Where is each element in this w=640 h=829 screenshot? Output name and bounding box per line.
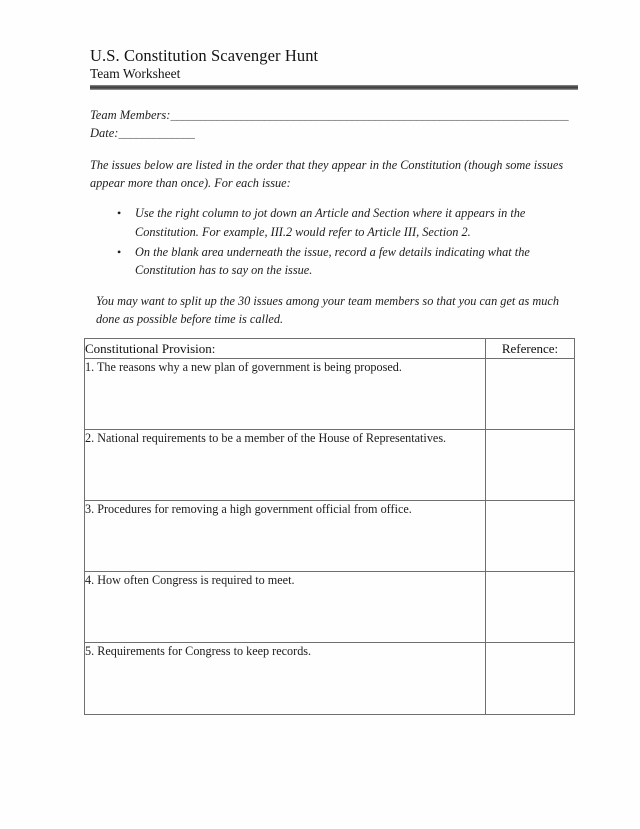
closing-paragraph: You may want to split up the 30 issues among your team members so that you can get as much done as possible before time is called. (96, 294, 560, 327)
team-members-label: Team Members: (90, 108, 171, 122)
table-row (85, 643, 575, 715)
worksheet-table (84, 338, 575, 715)
title-divider-rule (90, 85, 578, 90)
document-body (90, 46, 578, 329)
table-row (85, 430, 575, 501)
column-header-provision: Constitutional Provision: (85, 339, 486, 359)
list-item-text: Use the right column to jot down an Article and Section where it appears in the Constitution. For example, III.2 would refer to Article III, Section 2. (135, 206, 526, 239)
column-header-reference: Reference: (486, 339, 575, 359)
table-row (85, 501, 575, 572)
fill-in-fields (90, 107, 578, 142)
team-members-blank-rule: ____________________________________________________________________ (170, 108, 569, 122)
provision-cell: 2. National requirements to be a member of the House of Representatives. (85, 430, 486, 501)
bullet-point-icon: • (117, 244, 122, 259)
instructions-block (90, 156, 578, 329)
worksheet-table-container (84, 338, 574, 715)
date-label: Date: (90, 125, 119, 140)
list-item-text: On the blank area underneath the issue, record a few details indicating what the Constitution has to say on the issue. (135, 244, 530, 278)
bullet-point-icon: • (117, 206, 122, 221)
date-field[interactable] (90, 125, 578, 143)
reference-answer-cell[interactable] (486, 643, 575, 715)
page-title: U.S. Constitution Scavenger Hunt (90, 46, 319, 65)
title-block (90, 46, 578, 90)
instructions-bullet-list (90, 204, 578, 279)
reference-answer-cell[interactable] (486, 359, 575, 430)
provision-cell: 5. Requirements for Congress to keep records. (85, 643, 486, 715)
reference-answer-cell[interactable] (486, 572, 575, 643)
team-members-field[interactable] (90, 107, 578, 125)
provision-cell: 3. Procedures for removing a high government official from office. (85, 501, 486, 572)
reference-answer-cell[interactable] (486, 430, 575, 501)
table-header-row (85, 339, 575, 359)
provision-cell: 4. How often Congress is required to meet. (85, 572, 486, 643)
list-item (90, 243, 578, 279)
table-row (85, 359, 575, 430)
list-item (90, 204, 578, 240)
provision-cell: 1. The reasons why a new plan of government is being proposed. (85, 359, 486, 430)
reference-answer-cell[interactable] (486, 501, 575, 572)
date-blank-rule: _____________ (118, 125, 195, 140)
table-row (85, 572, 575, 643)
instructions-paragraph: The issues below are listed in the order that they appear in the Constitution (though some issues appear more than once). For each issue: (90, 158, 564, 191)
page-subtitle: Team Worksheet (90, 66, 181, 81)
spacer (90, 192, 578, 204)
